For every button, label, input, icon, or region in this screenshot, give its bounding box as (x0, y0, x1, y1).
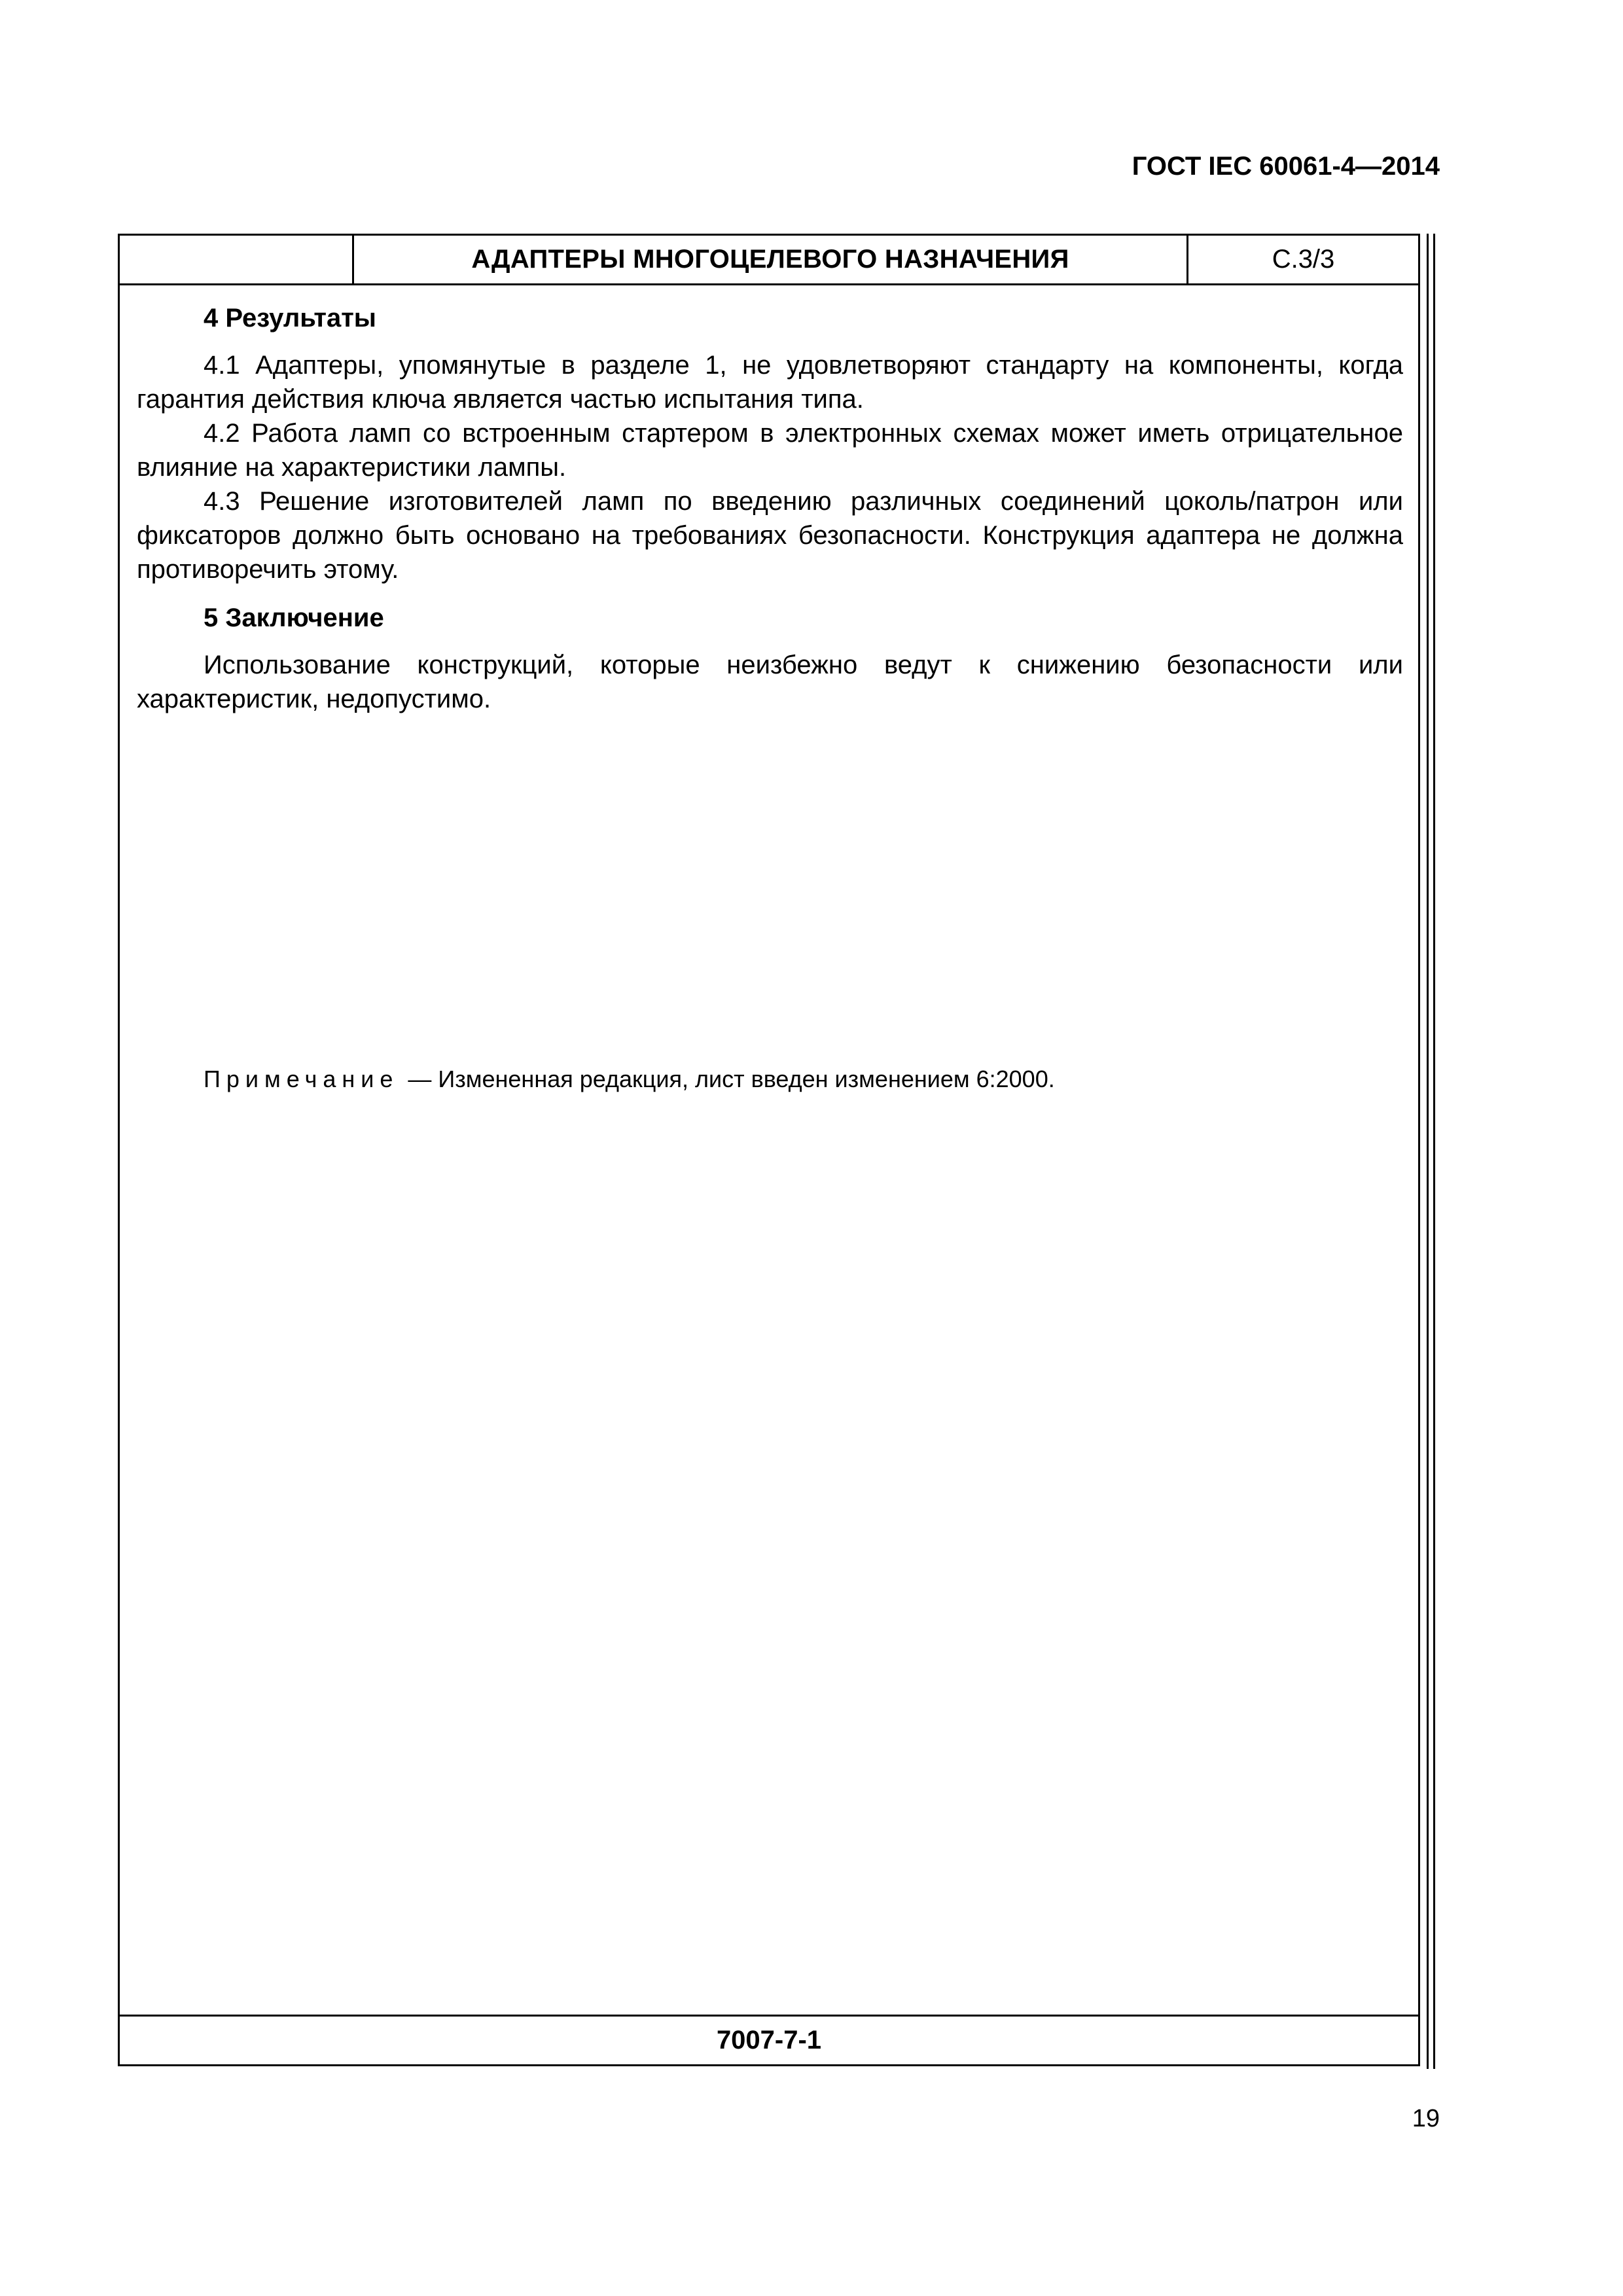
page-number: 19 (1412, 2105, 1440, 2132)
note (204, 1064, 1055, 1094)
note-label: Примечание (204, 1066, 399, 1092)
sheet-number: 7007-7-1 (120, 2015, 1418, 2064)
frame-margin-line-1 (1427, 234, 1429, 2069)
sheet-content (137, 301, 1403, 716)
paragraph-conclusion: Использование конструкций, которые неизбежно ведут к снижению безопасности или характеристик, недопустимо. (137, 651, 1403, 713)
note-text: — Измененная редакция, лист введен изменением 6:2000. (408, 1066, 1055, 1092)
paragraph-4-3: 4.3 Решение изготовителей ламп по введению различных соединений цоколь/патрон или фиксаторов должно быть основано на требованиях безопасности. Конструкция адаптера не должна противоречить этому. (137, 487, 1403, 584)
section-heading-results: 4 Результаты (204, 304, 376, 332)
sheet-frame (118, 234, 1420, 2066)
title-row (120, 236, 1418, 285)
frame-margin-line-2 (1433, 234, 1435, 2069)
paragraph-4-1: 4.1 Адаптеры, упомянутые в разделе 1, не удовлетворяют стандарту на компоненты, когда гарантия действия ключа является частью испытания типа. (137, 351, 1403, 414)
title-row-empty-cell (120, 236, 354, 283)
sheet-reference: С.3/3 (1272, 245, 1335, 274)
paragraph-4-2: 4.2 Работа ламп со встроенным стартером в электронных схемах может иметь отрицательное влияние на характеристики лампы. (137, 419, 1403, 482)
sheet-title: АДАПТЕРЫ МНОГОЦЕЛЕВОГО НАЗНАЧЕНИЯ (354, 236, 1188, 283)
standard-code: ГОСТ IEC 60061-4—2014 (1132, 152, 1440, 181)
section-heading-conclusion: 5 Заключение (204, 603, 384, 632)
